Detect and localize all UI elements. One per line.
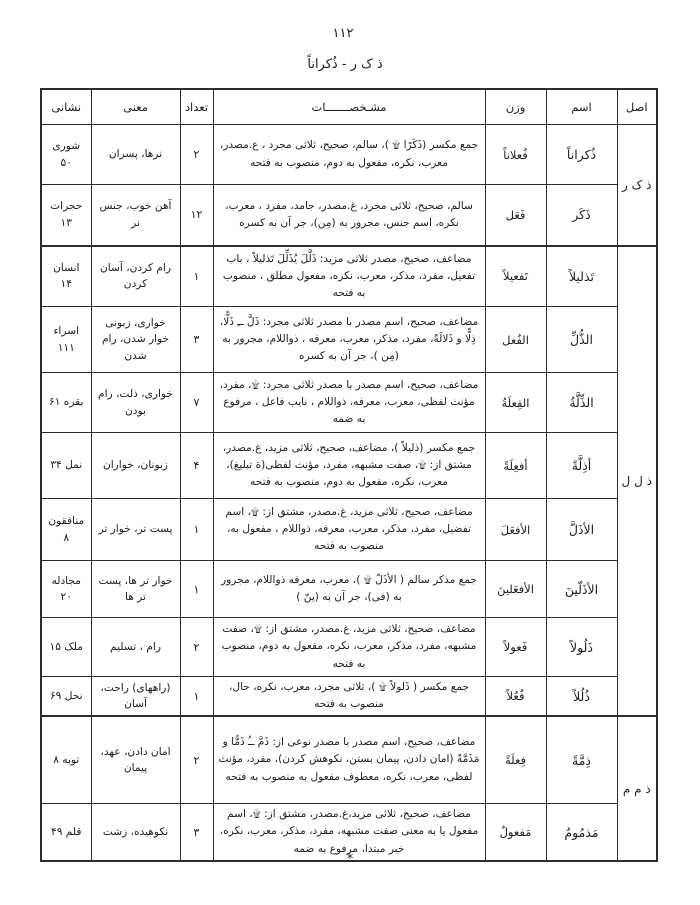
- noun-cell: الذِّلَّةُ: [546, 373, 617, 433]
- count-cell: ٣: [180, 803, 213, 861]
- specs-cell: سالم، صحیح، ثلاثی مجرد، غ.مصدر، جامد، مفرد ، معرب، نکره، اسم جنس، مجرور به (مِن)، جر آن به کسره: [213, 185, 485, 246]
- count-cell: ٣: [180, 307, 213, 373]
- reference-cell: حجرات ١٣: [41, 185, 91, 246]
- reference-cell: ملک ١۵: [41, 618, 91, 677]
- header-moshakhasat: مشـخصـــــــات: [213, 89, 485, 125]
- reference-cell: نمل ٣۴: [41, 433, 91, 499]
- table-row: [41, 307, 657, 373]
- meaning-cell: نکوهیده، زشت: [91, 803, 180, 861]
- pattern-cell: الأفعَلینَ: [485, 561, 546, 618]
- header-asl: اصل: [617, 89, 657, 125]
- root-cell: ذ م م: [617, 716, 657, 861]
- noun-cell: الأذَلّینَ: [546, 561, 617, 618]
- noun-cell: تَذلیلاً: [546, 246, 617, 307]
- table-row: [41, 373, 657, 433]
- reference-cell: نحل ۶٩: [41, 677, 91, 717]
- reference-cell: قلم ۴٩: [41, 803, 91, 861]
- count-cell: ١: [180, 499, 213, 561]
- pattern-cell: فِعلَةً: [485, 716, 546, 803]
- noun-cell: ذُلُلاً: [546, 677, 617, 717]
- meaning-cell: امان دادن، عهد، پیمان: [91, 716, 180, 803]
- pattern-cell: فُعُلاً: [485, 677, 546, 717]
- reference-cell: منافقون ٨: [41, 499, 91, 561]
- reference-cell: اسراء ١١١: [41, 307, 91, 373]
- pattern-cell: تَفعیلاً: [485, 246, 546, 307]
- meaning-cell: خواری، ذلت، رام بودن: [91, 373, 180, 433]
- table-row: [41, 433, 657, 499]
- specs-cell: مضاعف، صحیح، ثلاثی مزید، غ.مصدر، مشتق از: ۩، صفت مشبهه، مفرد، مذکر، معرب، نکره، مفعول به دوم، منصوب به فتحه: [213, 618, 485, 677]
- pattern-cell: الفُعل: [485, 307, 546, 373]
- header-row: [41, 89, 657, 125]
- header-tedad: تعداد: [180, 89, 213, 125]
- specs-cell: جمع مذکر سالم ( الأذَلّ ۩ )، معرب، معرفه ذواللام، مجرور به (فی)، جر آن به (ینّ ): [213, 561, 485, 618]
- table-row: [41, 499, 657, 561]
- count-cell: ١: [180, 677, 213, 717]
- page-title: ذ ک ر - ذُکراناً: [307, 57, 383, 72]
- footnote-asterisk: *: [346, 852, 354, 867]
- noun-cell: ذُکراناً: [546, 125, 617, 185]
- table-row: [41, 716, 657, 803]
- header-neshani: نشانی: [41, 89, 91, 125]
- meaning-cell: (راههای) راحت، آسان: [91, 677, 180, 717]
- root-cell: ذ ل ل: [617, 246, 657, 717]
- table-row: [41, 246, 657, 307]
- table-row: [41, 618, 657, 677]
- noun-cell: مَذمُومٌ: [546, 803, 617, 861]
- specs-cell: جمع مکسر ( ذَلولاً ۩ )، ثلاثی مجرد، معرب، نکره، حال، منصوب به فتحه: [213, 677, 485, 717]
- meaning-cell: خواری، زبونی خوار شدن، رام شدن: [91, 307, 180, 373]
- noun-cell: ذَلُولاً: [546, 618, 617, 677]
- header-esm: اسم: [546, 89, 617, 125]
- reference-cell: انسان ١۴: [41, 246, 91, 307]
- pattern-cell: الفِعلَةُ: [485, 373, 546, 433]
- count-cell: ٧: [180, 373, 213, 433]
- header-mani: معنی: [91, 89, 180, 125]
- table-row: [41, 677, 657, 717]
- meaning-cell: خوار تر ها، پست تر ها: [91, 561, 180, 618]
- pattern-cell: فَعولاً: [485, 618, 546, 677]
- root-cell: ذ ک ر: [617, 125, 657, 246]
- meaning-cell: نرها، پسران: [91, 125, 180, 185]
- reference-cell: شوری ۵٠: [41, 125, 91, 185]
- meaning-cell: رام ، تسلیم: [91, 618, 180, 677]
- meaning-cell: آهن خوب، جنس نر: [91, 185, 180, 246]
- specs-cell: جمع مکسر (ذلیلاً )، مضاعف، صحیح، ثلاثی مزید، غ.مصدر، مشتق از: ۩، صفت مشبهه، مفرد، مؤنث لفظی(ة تبلیغ)، معرب، نکره، مفعول به دوم، منصوب به فتحه: [213, 433, 485, 499]
- count-cell: ١: [180, 246, 213, 307]
- meaning-cell: زبونان، خواران: [91, 433, 180, 499]
- specs-cell: مضاعف، صحیح، ثلاثی مزید،غ.مصدر، مشتق از: ۩، اسم مفعول یا به معنی صفت مشبهه، مفرد، مذکر، معرب، نکره، خبر مبتدا، مرفوع به ضمه: [213, 803, 485, 861]
- specs-cell: مضاعف، صحیح، اسم مصدر با مصدر نوعی از: ذَمَّ ــُ ذَمًّا و مَذَمَّةً (امان دادن، پیمان بستن، نکوهش کردن)، مفرد، مؤنث لفظی، معرب، نکره، معطوف مفعول به منصوب به فتحه: [213, 716, 485, 803]
- table-row: [41, 185, 657, 246]
- page-number: ١١٢: [332, 26, 354, 41]
- noun-cell: ذَکَر: [546, 185, 617, 246]
- count-cell: ٢: [180, 618, 213, 677]
- specs-cell: جمع مکسر (ذَکَرًا ۩ )، سالم، صحیح، ثلاثی مجرد ، ع.مصدر، معرب، نکره، مفعول به دوم، منصوب به فتحه: [213, 125, 485, 185]
- pattern-cell: مَفعولٌ: [485, 803, 546, 861]
- specs-cell: مضاعف، صحیح، اسم مصدر با مصدر ثلاثی مجرد: ذَلَّ ــِ ذَلًّا، ذِلًّا و ذَلالَةً، مفرد، مذکر، معرب، معرفه ، ذواللام، مجرور به (مِن )، جر آن به کسره: [213, 307, 485, 373]
- reference-cell: توبه ٨: [41, 716, 91, 803]
- noun-cell: الأذَلَّ: [546, 499, 617, 561]
- table-row: [41, 561, 657, 618]
- count-cell: ٢: [180, 716, 213, 803]
- header-vazn: وزن: [485, 89, 546, 125]
- reference-cell: بقره ۶١: [41, 373, 91, 433]
- noun-cell: الذُّلِّ: [546, 307, 617, 373]
- noun-cell: ذِمَّةً: [546, 716, 617, 803]
- specs-cell: مضاعف، صحیح، مصدر ثلاثی مزید: ذَلَّلَ یُذَلِّلَ تَذلیلاً ، باب تفعیل، مفرد، مذکر، معرب، نکره، مفعول مطلق ، منصوب به فتحه: [213, 246, 485, 307]
- pattern-cell: أفعِلَةً: [485, 433, 546, 499]
- noun-cell: أذِلَّةً: [546, 433, 617, 499]
- count-cell: ١٢: [180, 185, 213, 246]
- reference-cell: مجادله ٢٠: [41, 561, 91, 618]
- pattern-cell: الأفعَلَ: [485, 499, 546, 561]
- meaning-cell: رام کردن، آسان کردن: [91, 246, 180, 307]
- count-cell: ۴: [180, 433, 213, 499]
- specs-cell: مضاعف، صحیح، ثلاثی مزید، غ.مصدر، مشتق از: ۩، اسم تفضیل، مفرد، مذکر، معرب، معرفه، ذواللام ، مفعول به، منصوب به فتحه: [213, 499, 485, 561]
- morphology-table: [40, 88, 658, 862]
- specs-cell: مضاعف، صحیح، اسم مصدر با مصدر ثلاثی مجرد: ۩، مفرد، مؤنث لفظی، معرب، معرفه، ذواللام ، نایب فاعل ، مرفوع به ضمه: [213, 373, 485, 433]
- pattern-cell: فُعلاناً: [485, 125, 546, 185]
- table-row: [41, 125, 657, 185]
- count-cell: ٢: [180, 125, 213, 185]
- pattern-cell: فَعَل: [485, 185, 546, 246]
- meaning-cell: پست تر، خوار تر: [91, 499, 180, 561]
- count-cell: ١: [180, 561, 213, 618]
